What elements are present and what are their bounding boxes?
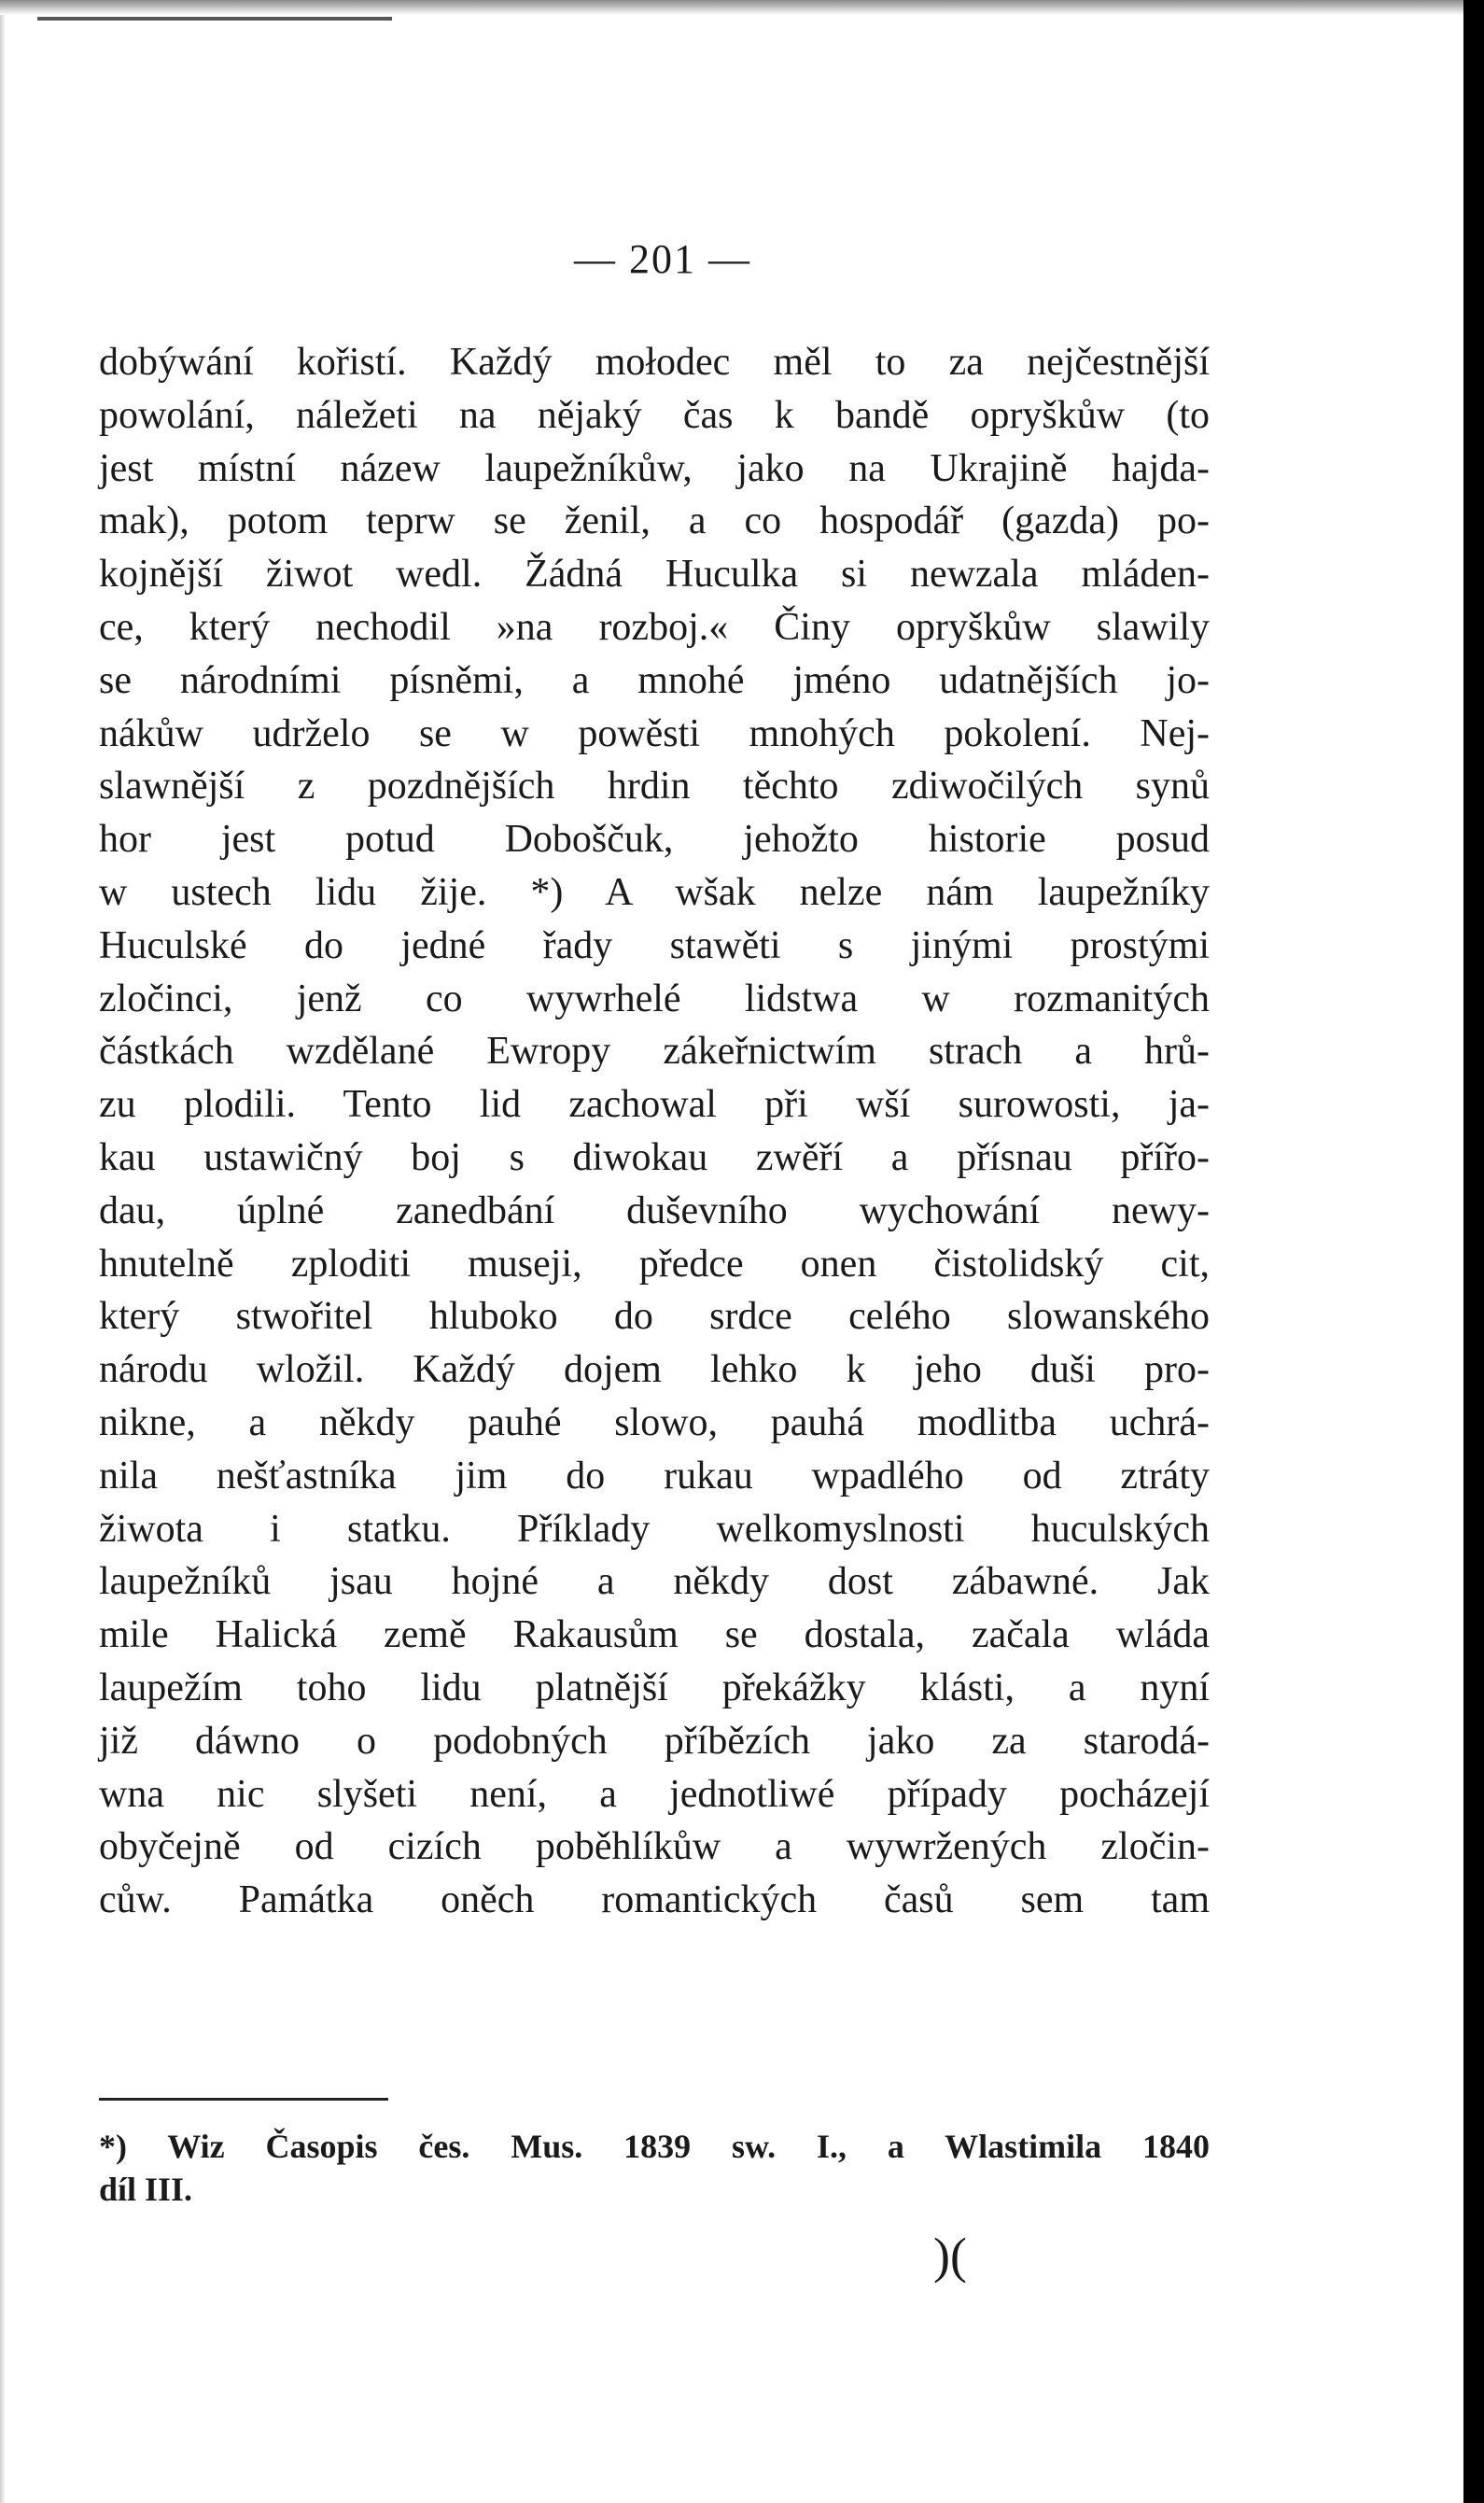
text-line: wna nic slyšeti není, a jednotliwé případy pocházejí bbox=[99, 1772, 1210, 1816]
text-line: částkách wzdělané Ewropy zákeřnictwím strach a hrů- bbox=[99, 1030, 1210, 1074]
scan-right-border bbox=[1463, 0, 1484, 2503]
text-line: zločinci, jenž co wywrhelé lidstwa w rozmanitých bbox=[99, 977, 1210, 1020]
text-line: mile Halická země Rakausům se dostala, začala wláda bbox=[99, 1613, 1210, 1657]
page-left-edge bbox=[0, 0, 6, 2503]
footnote-line: díl III. bbox=[99, 2171, 193, 2208]
text-line: národu wložil. Každý dojem lehko k jeho duši pro- bbox=[99, 1348, 1210, 1392]
text-line: hor jest potud Doboščuk, jehožto historie posud bbox=[99, 818, 1210, 862]
text-line: powolání, náležeti na nějaký čas k bandě opryškůw (to bbox=[99, 393, 1210, 437]
text-line: Huculské do jedné řady stawěti s jinými prostými bbox=[99, 923, 1210, 967]
text-line: slawnější z pozdnějších hrdin těchto zdiwočilých synů bbox=[99, 765, 1210, 809]
text-line: obyčejně od cizích poběhlíkůw a wywržených zločin- bbox=[99, 1825, 1210, 1869]
text-line: ce, který nechodil »na rozboj.« Činy opryškůw slawily bbox=[99, 605, 1210, 649]
text-line: kojnější žiwot wedl. Žádná Huculka si newzala mláden- bbox=[99, 553, 1210, 597]
text-line: kau ustawičný boj s diwokau zwěří a přísnau přířo- bbox=[99, 1135, 1210, 1179]
text-line: již dáwno o podobných příbězích jako za starodá- bbox=[99, 1719, 1210, 1763]
page-top-edge bbox=[0, 0, 1463, 15]
text-line: cůw. Památka oněch romantických časů sem tam bbox=[99, 1878, 1210, 1922]
footnote-line: *) Wiz Časopis čes. Mus. 1839 sw. I., a Wlastimila 1840 bbox=[99, 2128, 1210, 2165]
signature-mark: )( bbox=[933, 2228, 967, 2284]
text-line: dau, úplné zanedbání duševního wychowání newy- bbox=[99, 1188, 1210, 1232]
text-line: laupežníků jsau hojné a někdy dost zábawné. Jak bbox=[99, 1560, 1210, 1604]
text-line: nákůw udrželo se w powěsti mnohých pokolení. Nej- bbox=[99, 711, 1210, 755]
text-line: hnutelně zploditi museji, předce onen čistolidský cit, bbox=[99, 1242, 1210, 1286]
text-line: nila nešťastníka jim do rukau wpadlého od ztráty bbox=[99, 1454, 1210, 1498]
text-line: nikne, a někdy pauhé slowo, pauhá modlitba uchrá- bbox=[99, 1400, 1210, 1444]
text-line: žiwota i statku. Příklady welkomyslnosti huculských bbox=[99, 1507, 1210, 1551]
footnote bbox=[99, 2125, 1210, 2211]
text-line: mak), potom teprw se ženil, a co hospodář (gazda) po- bbox=[99, 499, 1210, 543]
text-line: který stwořitel hluboko do srdce celého slowanského bbox=[99, 1295, 1210, 1339]
text-line: zu plodili. Tento lid zachowal při wší surowosti, ja- bbox=[99, 1083, 1210, 1127]
footnote-rule bbox=[99, 2098, 388, 2101]
text-line: se národními písněmi, a mnohé jméno udatnějších jo- bbox=[99, 658, 1210, 702]
page-number: — 201 — bbox=[574, 236, 751, 282]
text-line: dobýwání kořistí. Každý mołodec měl to za nejčestnější bbox=[99, 341, 1210, 384]
page-top-mark bbox=[37, 17, 392, 21]
text-line: laupežím toho lidu platnější překážky klásti, a nyní bbox=[99, 1666, 1210, 1709]
body-text bbox=[99, 336, 1210, 1927]
text-line: w ustech lidu žije. *) A wšak nelze nám laupežníky bbox=[99, 870, 1210, 914]
text-line: jest místní názew laupežníkůw, jako na Ukrajině hajda- bbox=[99, 446, 1210, 490]
